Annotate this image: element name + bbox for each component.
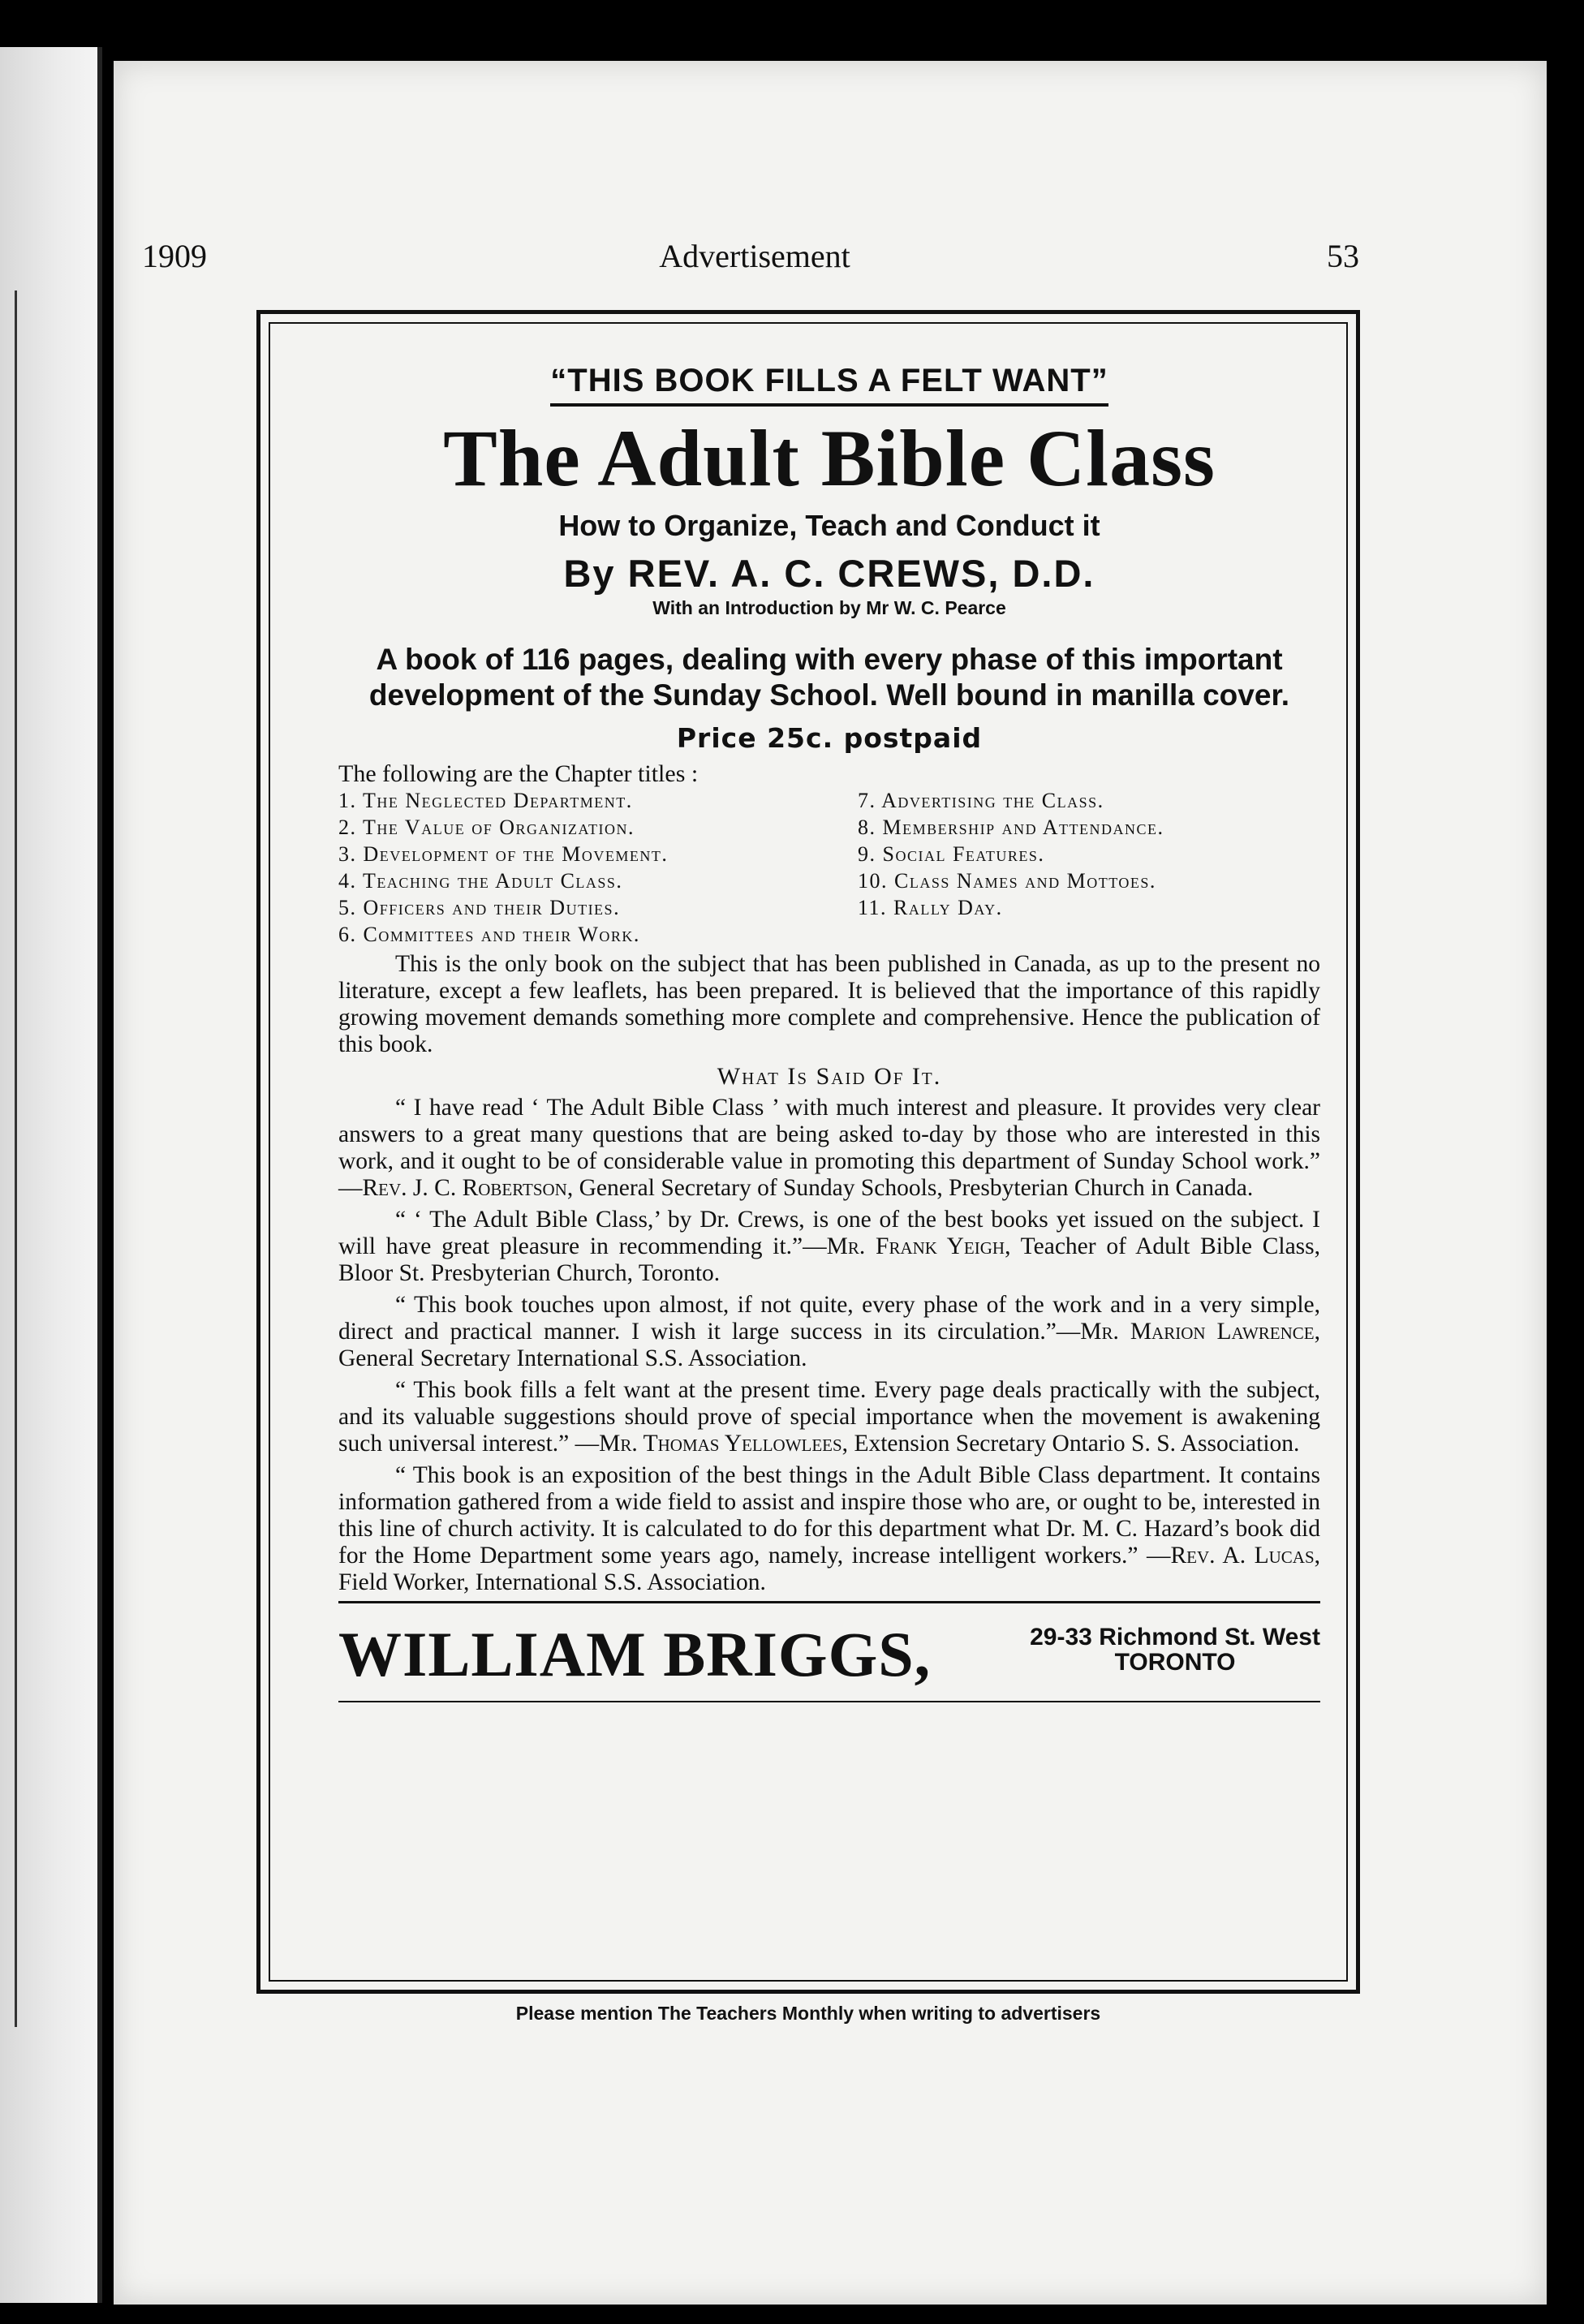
facing-page-border: [0, 290, 17, 2027]
testimonial-author: —Rev. A. Lucas,: [1146, 1542, 1320, 1569]
testimonial-quote: “ I have read ‘ The Adult Bible Class ’ with much interest and pleasure. It provides very clear answers to a great many questions that are being asked to-day by those who are interested in this work, and it ought to be of considerable value in promoting this department of Sunday School work.”: [338, 1094, 1320, 1174]
testimonial-quote: “ This book touches upon almost, if not quite, every phase of the work and in a very simple, direct and practical manner. I wish it large success in its circulation.”: [338, 1291, 1320, 1345]
testimonial: [338, 1207, 1320, 1287]
chapter-item: 5. Officers and their Duties.: [338, 895, 621, 919]
book-author: By REV. A. C. CREWS, D.D.: [563, 552, 1095, 595]
publisher-name: WILLIAM BRIGGS,: [338, 1618, 932, 1689]
book-subtitle: How to Organize, Teach and Conduct it: [558, 509, 1100, 542]
ad-headline: [338, 363, 1320, 399]
header-title: Advertisement: [659, 238, 850, 274]
testimonials-heading: What Is Said Of It.: [717, 1062, 942, 1090]
divider: [338, 1601, 1320, 1603]
chapter-item: 8. Membership and Attendance.: [858, 815, 1164, 839]
book-price: Price 25c. postpaid: [676, 721, 983, 754]
page-header: [142, 237, 1367, 286]
book-introduction-credit: With an Introduction by Mr W. C. Pearce: [652, 597, 1006, 618]
header-year: 1909: [142, 238, 207, 274]
testimonial-role: Teacher of Adult Bible Class, Bloor St. Presbyterian Church, Toronto.: [338, 1233, 1320, 1286]
facing-page-edge: [0, 47, 102, 2303]
testimonial-author: —Mr. Thomas Yellowlees,: [575, 1430, 849, 1457]
testimonial: [338, 1377, 1320, 1457]
header-page-number: 53: [1327, 238, 1359, 274]
testimonial-quote: “ This book fills a felt want at the present time. Every page deals practically with the subject, and its valuable suggestions should prove of special importance when the movement is awakening such universal interest.”: [338, 1376, 1320, 1457]
body-paragraph: This is the only book on the subject that has been published in Canada, as up to the present no literature, except a few leaflets, has been prepared. It is believed that the importance of this rapidly growing movement demands something more complete and comprehensive. Hence the publication of this book.: [338, 950, 1320, 1057]
chapter-item: 2. The Value of Organization.: [338, 815, 635, 839]
book-description: [338, 642, 1320, 714]
chapter-column-right: [858, 787, 1320, 948]
testimonial-role: General Secretary International S.S. Association.: [338, 1345, 807, 1371]
description-line: A book of 116 pages, dealing with every phase of this important: [376, 643, 1283, 676]
testimonial-quote: “ ‘ The Adult Bible Class,’ by Dr. Crews, is one of the best books yet issued on the subject. I will have great pleasure in recommending it.”—: [338, 1206, 1320, 1259]
ad-headline-text: “THIS BOOK FILLS A FELT WANT”: [550, 363, 1108, 407]
testimonial: [338, 1095, 1320, 1202]
testimonial-author: —Rev. J. C. Robertson,: [338, 1174, 574, 1201]
testimonial-role: Extension Secretary Ontario S. S. Association.: [848, 1430, 1300, 1457]
divider: [338, 1701, 1320, 1702]
testimonial-role: Field Worker, International S.S. Association.: [338, 1569, 766, 1595]
chapter-item: 4. Teaching the Adult Class.: [338, 868, 623, 893]
publisher-address: [1030, 1625, 1320, 1676]
address-line: 29-33 Richmond St. West: [1030, 1623, 1320, 1650]
address-city: TORONTO: [1114, 1649, 1236, 1676]
testimonial-author: —Mr. Marion Lawrence,: [1056, 1318, 1320, 1345]
description-line: development of the Sunday School. Well bound in manilla cover.: [368, 678, 1290, 712]
advertisement-box: [256, 310, 1360, 1994]
ad-body: [338, 951, 1320, 1596]
chapter-item: 11. Rally Day.: [858, 895, 1003, 919]
book-title: The Adult Bible Class: [443, 413, 1216, 503]
chapter-item: 9. Social Features.: [858, 841, 1045, 866]
testimonial-role: General Secretary of Sunday Schools, Presbyterian Church in Canada.: [573, 1174, 1254, 1201]
chapters-intro: The following are the Chapter titles :: [338, 760, 699, 787]
testimonial: [338, 1462, 1320, 1596]
chapter-item: 6. Committees and their Work.: [338, 922, 640, 946]
chapter-item: 10. Class Names and Mottoes.: [858, 868, 1156, 893]
publisher-block: [338, 1612, 1320, 1701]
chapter-item: 3. Development of the Movement.: [338, 841, 669, 866]
advertiser-note: Please mention The Teachers Monthly when writing to advertisers: [515, 2003, 1101, 2024]
testimonial: [338, 1292, 1320, 1372]
testimonial-quote: “ This book is an exposition of the best things in the Adult Bible Class department. It contains information gathered from a wide field to assist and inspire those who are, or ought to be, interested in this line of church activity. It is calculated to do for this department what Dr. M. C. Hazard’s book did for the Home Department some years ago, namely, increase intelligent workers.”: [338, 1461, 1320, 1569]
testimonial-author: Mr. Frank Yeigh,: [826, 1233, 1011, 1259]
chapter-column-left: [338, 787, 858, 948]
chapter-item: 1. The Neglected Department.: [338, 788, 633, 812]
chapter-list: [338, 787, 1320, 948]
chapter-item: 7. Advertising the Class.: [858, 788, 1104, 812]
advertisement-content: [338, 351, 1320, 1702]
